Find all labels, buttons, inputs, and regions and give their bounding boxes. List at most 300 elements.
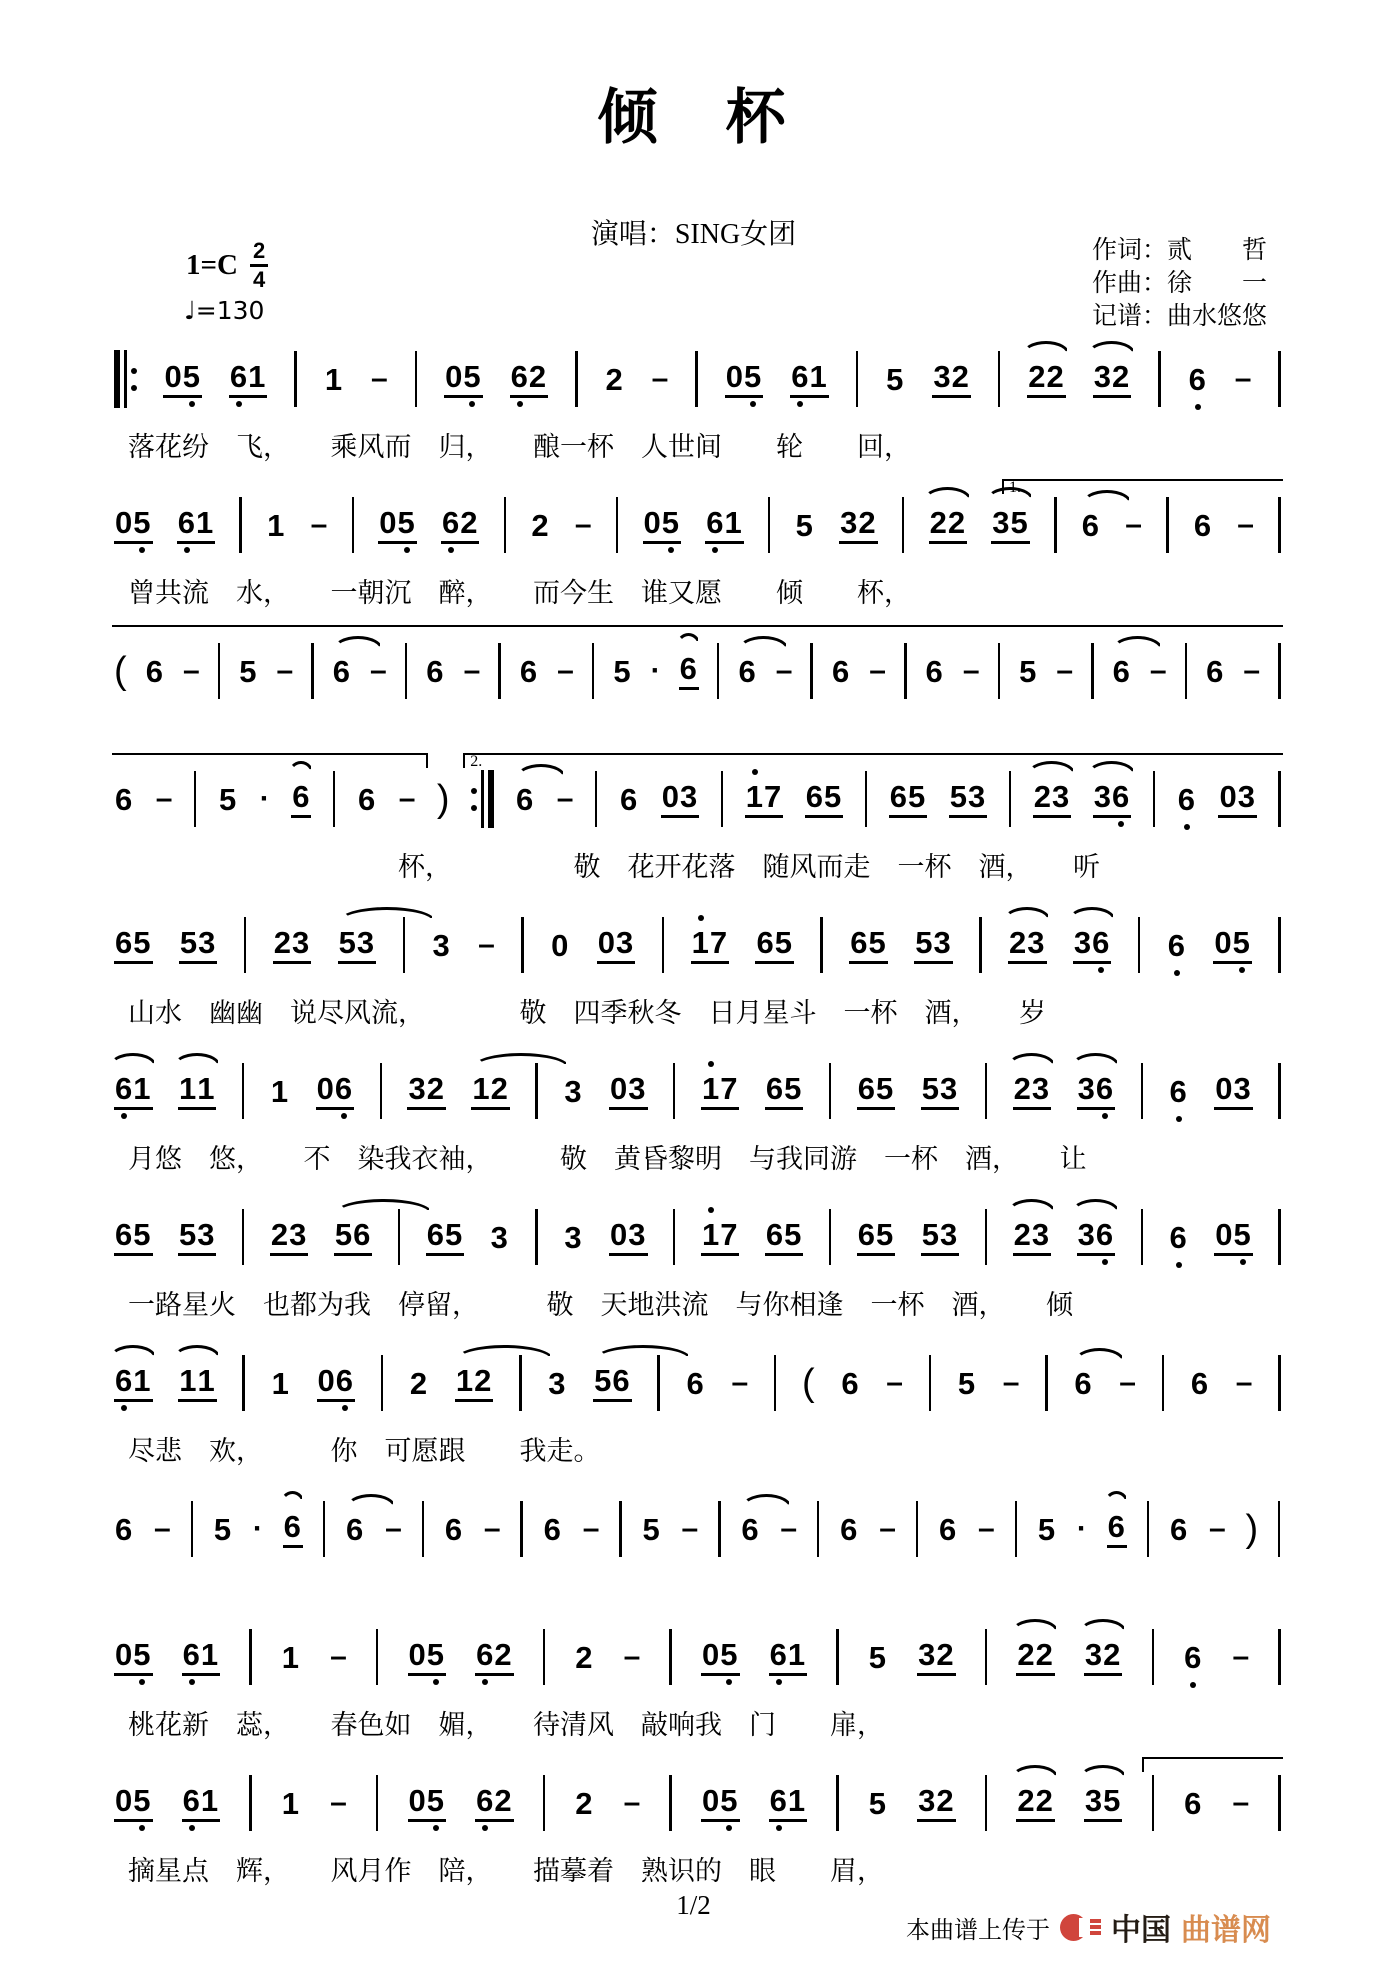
tie-arc (173, 1053, 222, 1067)
note-digit: 1 (724, 504, 743, 540)
note-digit: 5 (133, 1785, 151, 1816)
note-group (1013, 1216, 1052, 1256)
volta-label: 2. (470, 753, 483, 770)
note-digit: 5 (133, 507, 151, 538)
repeat-thick-bar (488, 770, 494, 828)
note-digit: 3 (1093, 358, 1112, 394)
note-group (795, 507, 815, 543)
note-digit: 1 (746, 781, 764, 812)
barline (829, 1209, 832, 1265)
barline (191, 1501, 194, 1557)
note-digit: 2 (474, 1362, 493, 1398)
barline (836, 1629, 839, 1685)
note-digit: 3 (992, 504, 1011, 540)
note-digit: 5 (957, 1365, 977, 1401)
duration-dash: – (1125, 508, 1142, 541)
note-digit: 3 (1031, 1216, 1051, 1252)
note-digit: 5 (218, 781, 238, 817)
note-group (957, 1365, 977, 1401)
note-digit: 1 (809, 358, 828, 394)
note-digit: 6 (115, 781, 134, 817)
note-group (114, 1511, 134, 1547)
note-group (345, 1511, 365, 1547)
note-group (519, 653, 539, 689)
note-digit: 6 (1178, 784, 1196, 815)
duration-dash: – (780, 1512, 798, 1545)
low-octave-dot (342, 1405, 348, 1411)
music-system (112, 1482, 1283, 1576)
note-digit: 2 (605, 361, 624, 397)
note-group (426, 1216, 465, 1256)
tie-arc (173, 1345, 222, 1359)
note-group (840, 1365, 860, 1401)
note-digit: 0 (597, 924, 616, 960)
credits-block (1092, 234, 1267, 333)
open-paren: ( (114, 649, 127, 692)
repeat-dots (471, 788, 477, 811)
note-digit: 6 (1170, 1222, 1188, 1253)
note-digit: 2 (1009, 924, 1028, 960)
note-digit: 2 (409, 1365, 429, 1401)
duration-dash: – (155, 782, 173, 815)
note-digit: 5 (178, 1216, 198, 1252)
note-digit: 2 (947, 504, 967, 540)
notation-row (112, 1336, 1283, 1430)
note-digit: 2 (858, 504, 877, 540)
note-digit: 0 (661, 778, 680, 814)
barline (1147, 1501, 1150, 1557)
barline (673, 1063, 676, 1119)
music-system (112, 1336, 1283, 1476)
note-digit: 2 (273, 924, 292, 960)
duration-dash: – (775, 654, 793, 687)
note-group (737, 653, 757, 689)
note-digit: 3 (432, 927, 451, 963)
note-digit: 2 (575, 1785, 594, 1821)
note-group (831, 653, 851, 689)
volta-bracket (1002, 479, 1283, 494)
duration-dash: – (1002, 1366, 1020, 1399)
low-octave-dot (482, 1679, 488, 1685)
low-octave-dot (433, 1825, 439, 1831)
note-group (409, 1365, 429, 1401)
note-group (145, 653, 165, 689)
note-group (1084, 1636, 1123, 1676)
note-digit: 3 (940, 1216, 959, 1252)
tie-arc (335, 1199, 431, 1213)
note-digit: 5 (921, 1216, 940, 1252)
barline (1015, 1501, 1018, 1557)
note-group (604, 361, 624, 397)
barline (520, 1501, 523, 1557)
note-digit: 6 (115, 1365, 133, 1396)
note-group (597, 924, 636, 964)
note-digit: 3 (1084, 1636, 1104, 1672)
barline (249, 1775, 252, 1831)
notation-row (112, 1482, 1283, 1576)
low-octave-dot (139, 1679, 145, 1685)
note-group (609, 1070, 648, 1110)
note-digit: 6 (612, 1362, 631, 1398)
note-group (1077, 1216, 1116, 1256)
note-digit: 5 (133, 1639, 151, 1670)
barline (575, 351, 578, 407)
note-digit: 5 (921, 1070, 940, 1106)
low-octave-dot (1102, 1259, 1108, 1265)
note-digit: 5 (133, 1216, 152, 1252)
barline (1278, 1355, 1281, 1411)
duration-dash: – (1243, 654, 1261, 687)
close-paren: ) (436, 777, 450, 820)
barline (768, 497, 771, 553)
note-digit: 6 (1074, 1365, 1093, 1401)
barline (810, 643, 813, 699)
volta-bracket (112, 625, 1283, 640)
note-digit: 0 (317, 1362, 336, 1398)
performer-line: 演唱：SING女团 (590, 219, 797, 250)
music-system (112, 624, 1283, 718)
barline (376, 1775, 379, 1831)
note-digit: 6 (1189, 364, 1207, 395)
time-signature (250, 238, 268, 293)
note-digit: 5 (133, 924, 152, 960)
barline (535, 1209, 538, 1265)
note-digit: 3 (1077, 1216, 1096, 1252)
note-group (547, 1365, 567, 1401)
low-octave-dot (1098, 967, 1104, 973)
composer-credit: 作曲：徐 一 (1091, 270, 1267, 297)
note-digit: 6 (1112, 781, 1130, 812)
barline (381, 1355, 384, 1411)
note-group (1008, 924, 1047, 964)
barline (1278, 1629, 1281, 1685)
note-digit: 6 (791, 361, 809, 392)
note-digit: 5 (183, 361, 201, 392)
note-group (543, 1511, 563, 1547)
note-group (805, 778, 844, 818)
note-group (283, 1508, 303, 1548)
note-digit: 6 (1193, 507, 1213, 543)
note-digit: 3 (564, 1219, 583, 1255)
note-group (229, 358, 268, 398)
note-digit: 1 (267, 507, 286, 543)
note-group (182, 1782, 221, 1822)
low-octave-dot (1118, 821, 1124, 827)
barline (865, 771, 868, 827)
barline (1166, 497, 1169, 553)
note-digit: 6 (1168, 930, 1186, 961)
low-octave-dot (482, 1825, 488, 1831)
note-group (938, 1511, 958, 1547)
note-digit: 5 (876, 1216, 895, 1252)
note-digit: 6 (145, 653, 164, 689)
note-digit: 2 (575, 1639, 594, 1675)
barline (1141, 1209, 1144, 1265)
high-octave-dot (708, 1061, 714, 1067)
barline (1141, 1063, 1144, 1119)
note-group (163, 358, 202, 398)
barline (194, 771, 197, 827)
duration-dash: – (330, 1786, 347, 1819)
note-digit: 3 (198, 924, 217, 960)
tie-arc (1007, 1053, 1056, 1067)
low-octave-dot (236, 401, 242, 407)
barline (380, 1063, 383, 1119)
note-group (932, 358, 971, 398)
tie-arc (595, 1345, 691, 1359)
note-digit: 1 (133, 1362, 152, 1398)
note-digit: 2 (1033, 778, 1052, 814)
note-digit: 5 (774, 924, 793, 960)
barline (669, 1629, 672, 1685)
note-group (1018, 653, 1038, 689)
low-octave-dot (750, 401, 756, 407)
note-digit: 5 (662, 507, 680, 538)
augmentation-dot: · (252, 1512, 263, 1545)
time-signature-denominator: 4 (252, 267, 266, 292)
duration-dash: – (1209, 1512, 1226, 1545)
low-octave-dot (726, 1825, 732, 1831)
note-group (1112, 653, 1132, 689)
note-digit: 3 (197, 1216, 216, 1252)
volta-bracket (463, 753, 1283, 768)
note-digit: 3 (840, 504, 859, 540)
note-group (643, 504, 682, 544)
note-digit: 3 (1093, 778, 1112, 814)
note-digit: 1 (197, 1362, 216, 1398)
note-digit: 6 (925, 653, 944, 689)
repeat-end-sign (471, 770, 494, 828)
note-digit: 5 (720, 1639, 738, 1670)
note-group (917, 1636, 956, 1676)
duration-dash: – (398, 782, 416, 815)
duration-dash: – (371, 362, 388, 395)
note-group (408, 1782, 447, 1822)
barline (1278, 1209, 1281, 1265)
note-group (868, 1785, 888, 1821)
note-group (238, 653, 258, 689)
note-digit: 1 (692, 927, 710, 958)
note-group (114, 504, 153, 544)
note-digit: 6 (619, 781, 639, 817)
note-digit: 6 (183, 1639, 201, 1670)
note-group (1073, 1365, 1093, 1401)
note-digit: 2 (1028, 358, 1047, 394)
note-digit: 0 (725, 358, 745, 394)
barline (929, 1355, 932, 1411)
note-digit: 2 (494, 1782, 513, 1818)
note-group (563, 1219, 583, 1255)
volta-bracket (112, 753, 428, 768)
barline (376, 1629, 379, 1685)
note-digit: 6 (1170, 1076, 1188, 1107)
note-digit: 2 (1017, 1636, 1036, 1672)
barline (979, 917, 982, 973)
note-digit: 1 (787, 1636, 807, 1672)
note-group (273, 924, 312, 964)
barline (242, 1209, 245, 1265)
note-digit: 1 (195, 504, 215, 540)
note-group (921, 1070, 960, 1110)
tie-arc (346, 1494, 397, 1508)
note-group (769, 1782, 808, 1822)
barline (398, 1209, 401, 1265)
note-digit: 5 (338, 924, 357, 960)
note-digit: 6 (938, 1511, 958, 1547)
low-octave-dot (1174, 970, 1180, 976)
barline (1278, 771, 1281, 827)
music-system (112, 478, 1283, 618)
note-group (1169, 1511, 1189, 1547)
note-digit: 6 (283, 1508, 302, 1544)
note-group (1193, 507, 1213, 543)
note-digit: 0 (702, 1636, 721, 1672)
tie-arc (1068, 907, 1117, 921)
note-digit: 2 (1046, 358, 1065, 394)
tie-arc (1079, 1765, 1128, 1779)
duration-dash: – (182, 654, 200, 687)
barline (1278, 1063, 1281, 1119)
barline (998, 351, 1001, 407)
low-octave-dot (1195, 404, 1201, 410)
note-digit: 0 (1215, 1216, 1234, 1252)
note-group (291, 778, 311, 818)
note-group (921, 1216, 960, 1256)
barline (249, 1629, 252, 1685)
duration-dash: – (557, 654, 574, 687)
note-digit: 5 (744, 361, 762, 392)
note-digit: 3 (628, 1070, 647, 1106)
note-group (530, 507, 550, 543)
note-digit: 3 (1027, 924, 1046, 960)
note-digit: 0 (316, 1070, 335, 1106)
music-system (112, 1610, 1283, 1750)
note-digit: 5 (1037, 1511, 1057, 1547)
barline (244, 917, 247, 973)
tie-arc (1087, 341, 1136, 355)
note-group (1190, 1365, 1210, 1401)
note-group (914, 924, 953, 964)
note-digit: 2 (426, 1070, 445, 1106)
barline (333, 771, 336, 827)
note-digit: 0 (408, 1636, 427, 1672)
note-digit: 6 (1081, 507, 1100, 543)
note-digit: 2 (494, 1636, 513, 1672)
barline (1278, 643, 1281, 699)
score-systems (0, 332, 1387, 1896)
note-group (1214, 1216, 1253, 1256)
note-digit: 6 (706, 507, 724, 538)
note-group (114, 1216, 153, 1256)
note-digit: 1 (248, 358, 267, 394)
duration-dash: – (154, 1512, 171, 1545)
barline (218, 643, 221, 699)
note-digit: 6 (511, 361, 529, 392)
note-digit: 6 (679, 650, 698, 686)
note-digit: 3 (967, 778, 987, 814)
note-group (475, 1782, 514, 1822)
note-digit: 5 (427, 1639, 445, 1670)
repeat-thick-bar (114, 350, 120, 408)
note-group (1081, 507, 1101, 543)
note-digit: 6 (1184, 1785, 1203, 1821)
note-digit: 2 (460, 504, 479, 540)
augmentation-dot: · (1076, 1512, 1087, 1545)
note-digit: 1 (281, 1785, 301, 1821)
note-digit: 5 (784, 1070, 803, 1106)
note-group (114, 924, 153, 964)
note-group (925, 653, 945, 689)
note-digit: 2 (490, 1070, 509, 1106)
note-group (661, 778, 700, 818)
lyrics-row: 落花纷 飞， 乘风而 归， 酿一杯 人世间 轮 回， (128, 432, 911, 462)
note-digit: 6 (516, 781, 535, 817)
note-digit: 2 (936, 1782, 955, 1818)
note-group (471, 1070, 510, 1110)
barline (415, 351, 418, 407)
note-group (1107, 1508, 1127, 1548)
note-digit: 0 (1215, 1070, 1234, 1106)
note-digit: 6 (292, 778, 311, 814)
note-group (765, 1070, 804, 1110)
barline (535, 1063, 538, 1119)
low-octave-dot (1176, 1116, 1182, 1122)
note-digit: 5 (876, 1070, 895, 1106)
duration-dash: – (276, 654, 294, 687)
low-octave-dot (189, 1679, 195, 1685)
high-octave-dot (752, 769, 758, 775)
note-digit: 2 (929, 504, 948, 540)
note-digit: 1 (133, 1070, 152, 1106)
lyrics-row: 一路星火 也都为我 停留， 敬 天地洪流 与你相逢 一杯 酒， 倾 (128, 1290, 1073, 1320)
note-group (332, 653, 352, 689)
low-octave-dot (469, 401, 475, 407)
note-group (441, 504, 480, 544)
note-group (609, 1216, 648, 1256)
note-group (1213, 924, 1252, 964)
note-group (691, 924, 730, 964)
note-digit: 6 (1112, 653, 1131, 689)
note-digit: 6 (426, 1216, 445, 1252)
note-group (725, 358, 764, 398)
low-octave-dot (139, 547, 145, 553)
barline (985, 1063, 988, 1119)
note-group (178, 1362, 217, 1402)
low-octave-dot (1240, 1259, 1246, 1265)
barline (595, 771, 598, 827)
barline (1278, 1775, 1281, 1831)
note-digit: 5 (949, 778, 968, 814)
note-digit: 3 (1084, 1782, 1104, 1818)
barline (1185, 643, 1188, 699)
lyrics-row: 桃花新 蕊， 春色如 媚， 待清风 敲响我 门 扉， (128, 1710, 884, 1740)
note-digit: 3 (628, 1216, 647, 1252)
note-group (455, 1362, 494, 1402)
note-group (444, 358, 483, 398)
note-digit: 5 (463, 361, 481, 392)
note-group (317, 1362, 356, 1402)
note-digit: 5 (1019, 653, 1038, 689)
low-octave-dot (668, 547, 674, 553)
lyrics-row: 月悠 悠， 不 染我衣袖， 敬 黄昏黎明 与我同游 一杯 酒， 让 (128, 1144, 1087, 1174)
note-group (868, 1639, 888, 1675)
note-digit: 2 (951, 358, 970, 394)
low-octave-dot (1239, 967, 1245, 973)
barline (504, 497, 507, 553)
close-paren: ) (1245, 1507, 1259, 1550)
note-digit: 0 (379, 504, 398, 540)
note-group (114, 1782, 153, 1822)
